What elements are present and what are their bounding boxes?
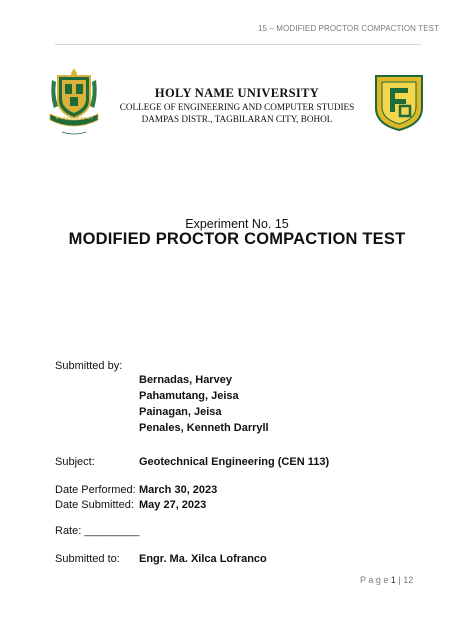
header-divider xyxy=(55,44,421,45)
experiment-number: Experiment No. 15 xyxy=(185,217,289,231)
running-header: 15 – MODIFIED PROCTOR COMPACTION TEST xyxy=(258,24,440,33)
college-emblem-logo xyxy=(372,72,426,132)
page-footer xyxy=(360,575,413,585)
date-submitted-label: Date Submitted: xyxy=(55,499,134,511)
page-number: 1 xyxy=(390,575,396,585)
university-name: HOLY NAME UNIVERSITY xyxy=(154,86,320,100)
college-name: COLLEGE OF ENGINEERING AND COMPUTER STUDIES xyxy=(119,102,355,112)
subject-label: Subject: xyxy=(55,456,95,468)
university-address: DAMPAS DISTR., TAGBILARAN CITY, BOHOL xyxy=(141,114,333,124)
submitted-to-value: Engr. Ma. Xilca Lofranco xyxy=(139,553,267,565)
submitted-by-label: Submitted by: xyxy=(55,360,123,372)
date-submitted-value: May 27, 2023 xyxy=(139,499,207,511)
member-name: Penales, Kenneth Darryll xyxy=(139,422,269,434)
page-word: P a g e xyxy=(360,575,389,585)
university-heading xyxy=(100,86,374,125)
subject-value: Geotechnical Engineering (CEN 113) xyxy=(139,456,330,468)
member-name: Bernadas, Harvey xyxy=(139,374,232,386)
date-performed-value: March 30, 2023 xyxy=(139,484,218,496)
date-performed-label: Date Performed: xyxy=(55,484,136,496)
university-seal-logo xyxy=(48,66,100,138)
member-name: Painagan, Jeisa xyxy=(139,406,222,418)
total-pages: 12 xyxy=(403,575,414,585)
member-name: Pahamutang, Jeisa xyxy=(139,390,239,402)
page-separator: | xyxy=(398,575,401,585)
experiment-title: MODIFIED PROCTOR COMPACTION TEST xyxy=(68,230,406,248)
submitted-to-label: Submitted to: xyxy=(55,553,120,565)
rate-label: Rate: _________ xyxy=(55,525,140,537)
